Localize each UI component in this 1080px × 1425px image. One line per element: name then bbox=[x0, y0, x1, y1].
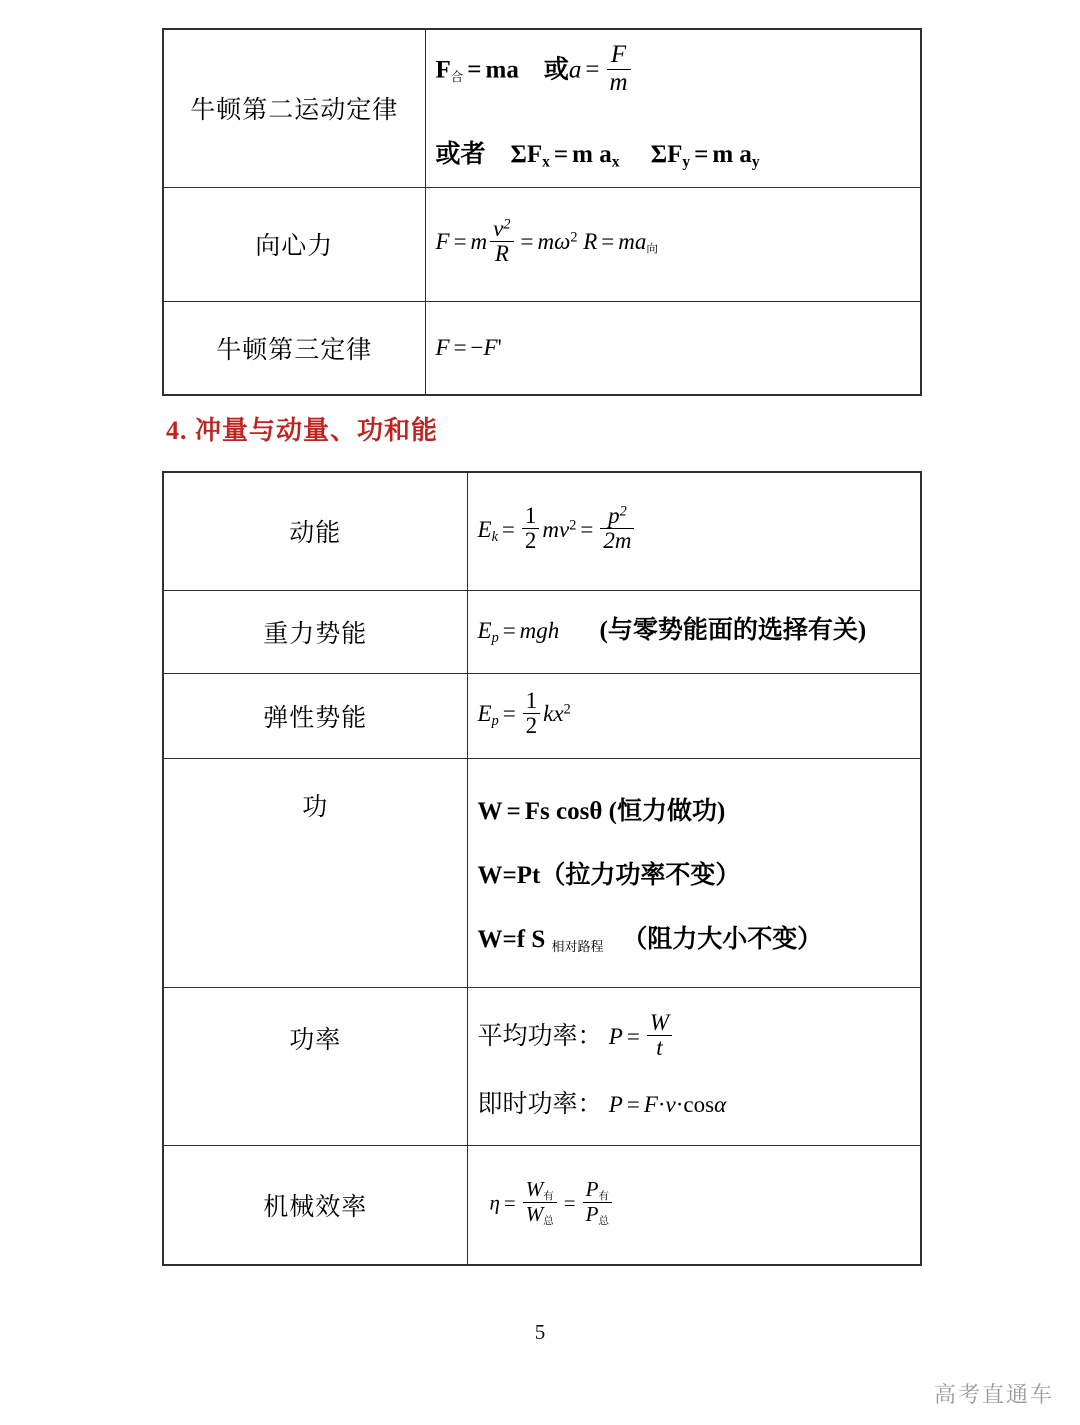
subscript-you-numerator-2: 有 bbox=[598, 1191, 609, 1203]
row-formula-kinetic-energy bbox=[467, 472, 921, 590]
table-row bbox=[163, 673, 921, 758]
row-formula-elastic-pe bbox=[467, 673, 921, 758]
subscript-zong-denominator-2: 总 bbox=[598, 1216, 609, 1228]
note-constant-force: (恒力做功) bbox=[608, 797, 726, 825]
table-row bbox=[163, 758, 921, 987]
formula-elastic-pe: $E_p$ = $\frac{1}{2}$ $kx^2$ bbox=[477, 687, 571, 738]
formula-average-power: 平均功率： P = $\frac{W}{t}$ bbox=[478, 1014, 921, 1063]
label-average-power: 平均功率： bbox=[477, 1022, 603, 1050]
row-formula-newton-third bbox=[425, 301, 921, 395]
subscript-relative-path: 相对路程 bbox=[551, 938, 604, 954]
formula-f-equals-ma: F合 = ma 或a = $\frac{F}{m}$ bbox=[436, 45, 921, 99]
note-zero-pe-surface: (与零势能面的选择有关) bbox=[599, 616, 867, 644]
row-label-kinetic-energy: 动能 bbox=[163, 472, 467, 590]
row-label-work: 功 bbox=[163, 758, 467, 987]
formula-kinetic-energy: $E_k$ = $\frac{1}{2}$ $mv^2$ = $\frac{p^2}{2m}$ bbox=[478, 507, 921, 556]
page-number: 5 bbox=[534, 1320, 546, 1344]
formula-gravitational-pe: $E_p$ = mgh (与零势能面的选择有关) bbox=[477, 616, 867, 646]
subscript-he: 合 bbox=[450, 70, 464, 85]
subscript-xiang: 向 bbox=[646, 243, 658, 256]
formula-work-constant-force: W = Fs cosθ (恒力做功) bbox=[477, 797, 726, 825]
table-row bbox=[163, 301, 921, 395]
row-formula-mechanical-efficiency bbox=[467, 1145, 921, 1265]
row-label-mechanical-efficiency: 机械效率 bbox=[163, 1145, 467, 1265]
formula-mechanical-efficiency: η = $\frac{\text{W有}}{\text{W总}}$ = $\frac{\text{P有}}{\text{P总}}$ bbox=[478, 1180, 921, 1229]
row-formula-gravitational-pe bbox=[467, 590, 921, 673]
energy-work-table bbox=[162, 471, 922, 1266]
row-label-newton-second: 牛顿第二运动定律 bbox=[163, 29, 425, 187]
row-label-elastic-pe: 弹性势能 bbox=[163, 673, 467, 758]
row-label-gravitational-pe: 重力势能 bbox=[163, 590, 467, 673]
subscript-zong-denominator: 总 bbox=[543, 1216, 554, 1228]
row-label-centripetal: 向心力 bbox=[163, 187, 425, 301]
conjunction-or-else: 或者 bbox=[435, 141, 486, 169]
row-formula-work bbox=[467, 758, 921, 987]
formula-work-power-time: W=Pt（拉力功率不变） bbox=[477, 861, 741, 889]
subscript-you-numerator: 有 bbox=[543, 1191, 554, 1203]
conjunction-or: 或 bbox=[543, 56, 569, 84]
table-row bbox=[163, 472, 921, 590]
formula-sigma-f-components: 或者 $\Sigma F_x = m$ $a_x$ $\Sigma F_y = m$ $a_y$ bbox=[435, 141, 760, 171]
formula-instant-power: 即时功率： P = F·v·cosα bbox=[477, 1090, 727, 1118]
table-row bbox=[163, 987, 921, 1145]
formula-centripetal-force: F = m $\frac{v^2}{R}$ = $m\omega^2$ R = ma向 bbox=[435, 216, 658, 267]
table-row bbox=[163, 590, 921, 673]
table-row bbox=[163, 1145, 921, 1265]
watermark: 高考直通车 bbox=[933, 1382, 1054, 1407]
row-formula-power bbox=[467, 987, 921, 1145]
label-instant-power: 即时功率： bbox=[477, 1090, 603, 1118]
table-row bbox=[163, 187, 921, 301]
note-constant-power: （拉力功率不变） bbox=[540, 861, 741, 889]
section-heading: 4. 冲量与动量、功和能 bbox=[166, 416, 439, 445]
row-formula-newton-second bbox=[425, 29, 921, 187]
note-constant-friction: （阻力大小不变） bbox=[622, 925, 823, 953]
formula-action-reaction: F = −F' bbox=[435, 335, 502, 361]
row-label-newton-third: 牛顿第三定律 bbox=[163, 301, 425, 395]
formula-work-friction: W=f S 相对路程 （阻力大小不变） bbox=[477, 925, 823, 954]
row-formula-centripetal bbox=[425, 187, 921, 301]
newton-laws-table bbox=[162, 28, 922, 396]
table-row bbox=[163, 29, 921, 187]
row-label-power: 功率 bbox=[163, 987, 467, 1145]
